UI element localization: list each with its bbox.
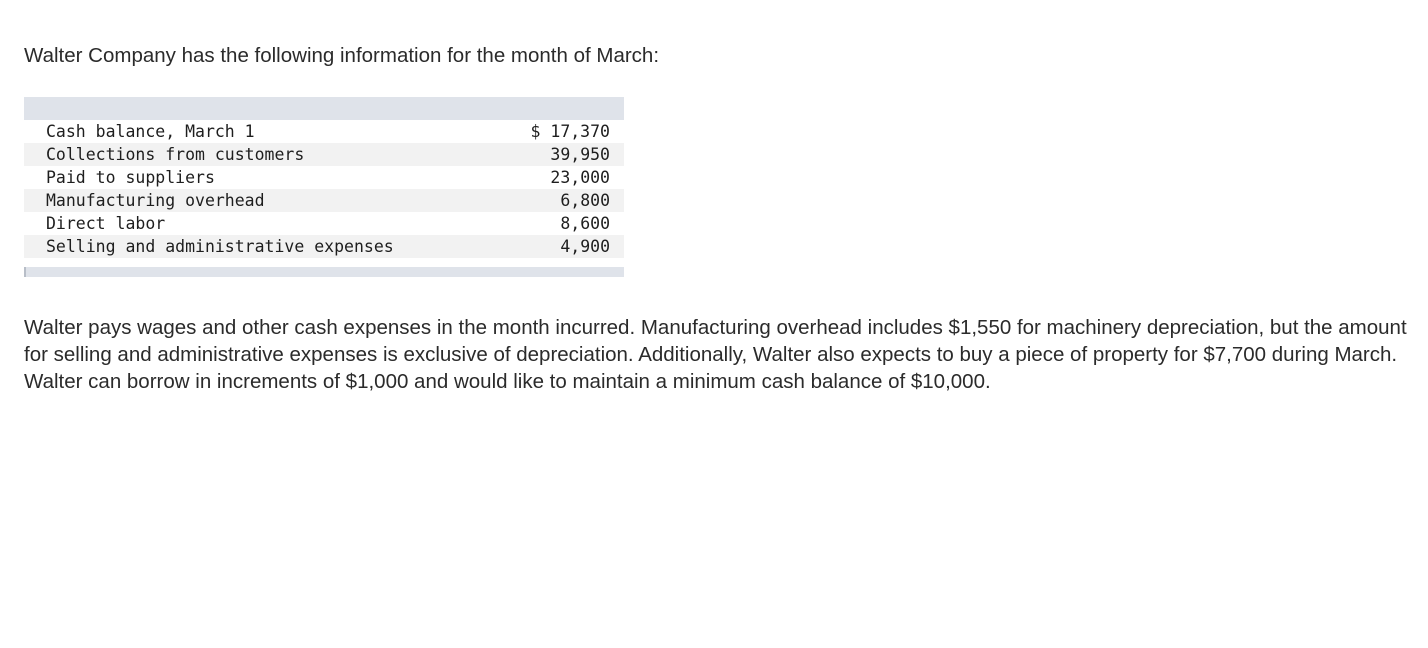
problem-description: Walter pays wages and other cash expenses in the month incurred. Manufacturing overhead includes $1,550 for machinery depreciation, but the amount for selling and administrative expenses is exclusive of depreciation. Additionally, Walter also expects to buy a piece of property for $7,700 during March. Walter can borrow in increments of $1,000 and would like to maintain a minimum cash balance of $10,000. [24, 316, 1407, 393]
intro-text: Walter Company has the following information for the month of March: [24, 44, 660, 67]
row-amount: 4,900 [560, 237, 610, 256]
table-row [24, 143, 624, 166]
row-label: Selling and administrative expenses [46, 237, 394, 256]
row-amount: 39,950 [550, 145, 610, 164]
row-label: Paid to suppliers [46, 168, 215, 187]
row-label: Cash balance, March 1 [46, 122, 255, 141]
row-label: Direct labor [46, 214, 166, 233]
row-label: Manufacturing overhead [46, 191, 265, 210]
row-amount: $ 17,370 [530, 122, 610, 141]
table-header-bar [24, 97, 624, 120]
row-label: Collections from customers [46, 145, 305, 164]
row-amount: 6,800 [560, 191, 610, 210]
table-row [24, 189, 624, 212]
table-row [24, 212, 624, 235]
table-row [24, 235, 624, 258]
table-footer-bar [24, 267, 624, 277]
cash-data-table [24, 97, 624, 277]
row-amount: 8,600 [560, 214, 610, 233]
table-row [24, 166, 624, 189]
row-amount: 23,000 [550, 168, 610, 187]
table-row [24, 120, 624, 143]
